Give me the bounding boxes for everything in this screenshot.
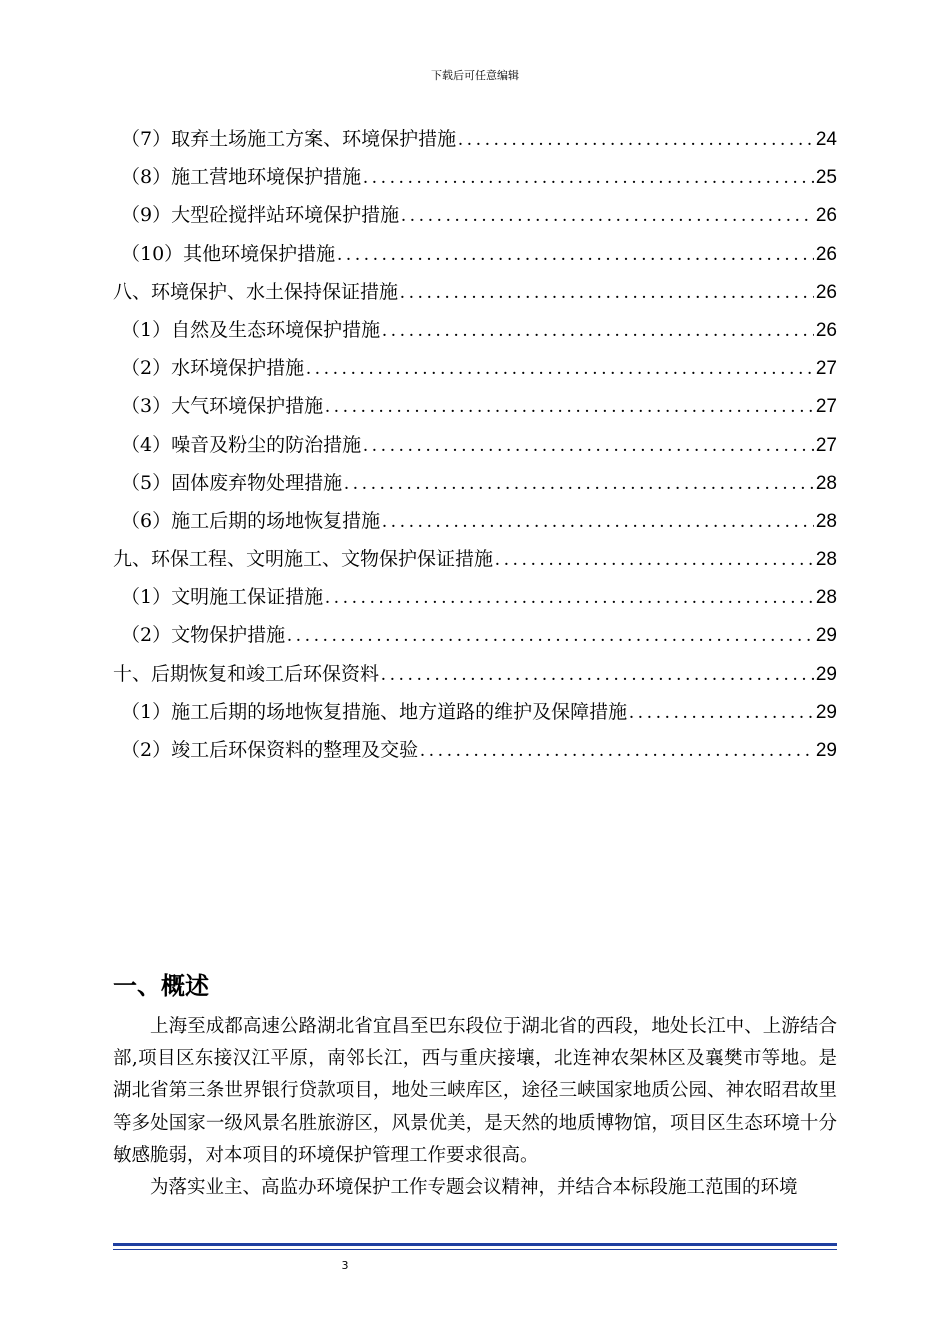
toc-entry-title: （10）其他环境保护措施 [121, 242, 336, 265]
toc-entry-title: （2）文物保护措施 [121, 624, 286, 647]
toc-entry-page: 28 [815, 587, 837, 609]
table-of-contents [113, 120, 837, 769]
toc-leader-dots [495, 541, 814, 579]
toc-entry[interactable] [113, 196, 837, 234]
toc-entry-title: 八、环境保护、水土保持保证措施 [113, 280, 399, 303]
toc-entry-page: 26 [815, 319, 837, 341]
toc-entry-title: （5）固体废弃物处理措施 [121, 471, 343, 494]
toc-entry[interactable] [113, 426, 837, 464]
toc-entry-title: 九、环保工程、文明施工、文物保护保证措施 [113, 548, 494, 571]
toc-entry-title: （2）竣工后环保资料的整理及交验 [121, 739, 419, 761]
toc-entry-title: （4）噪音及粉尘的防治措施 [121, 433, 362, 456]
toc-leader-dots [401, 197, 814, 235]
toc-leader-dots [325, 579, 814, 617]
toc-leader-dots [287, 617, 814, 655]
toc-entry-title: （8）施工营地环境保护措施 [121, 166, 362, 189]
toc-entry-page: 29 [815, 625, 837, 647]
toc-entry[interactable] [113, 502, 837, 540]
toc-entry-page: 27 [815, 396, 837, 418]
toc-leader-dots [363, 427, 814, 465]
toc-entry-page: 26 [815, 205, 837, 227]
toc-leader-dots [629, 694, 814, 732]
toc-entry[interactable] [113, 235, 837, 273]
toc-leader-dots [458, 121, 814, 159]
toc-leader-dots [337, 236, 814, 274]
toc-entry-page: 26 [815, 243, 837, 265]
toc-entry[interactable] [113, 158, 837, 196]
toc-entry-page: 29 [815, 740, 837, 761]
toc-entry[interactable] [113, 578, 837, 616]
toc-entry[interactable] [113, 693, 837, 731]
toc-entry-title: （6）施工后期的场地恢复措施 [121, 509, 381, 532]
toc-entry[interactable] [113, 349, 837, 387]
header-note: 下载后可任意编辑 [431, 69, 519, 82]
toc-entry[interactable] [113, 311, 837, 349]
toc-entry-page: 27 [815, 358, 837, 380]
toc-entry[interactable] [113, 387, 837, 425]
toc-leader-dots [400, 274, 814, 312]
toc-entry-page: 29 [815, 663, 837, 685]
toc-entry-chapter[interactable] [113, 273, 837, 311]
toc-leader-dots [306, 350, 814, 388]
toc-entry-title: （1）文明施工保证措施 [121, 586, 324, 609]
toc-entry-title: （3）大气环境保护措施 [121, 395, 324, 418]
toc-entry-title: （1）施工后期的场地恢复措施、地方道路的维护及保障措施 [121, 700, 628, 723]
toc-entry-title: （1）自然及生态环境保护措施 [121, 318, 381, 341]
toc-leader-dots [381, 656, 814, 694]
toc-leader-dots [363, 159, 814, 197]
toc-entry-chapter[interactable] [113, 540, 837, 578]
body-paragraph: 为落实业主、高监办环境保护工作专题会议精神，并结合本标段施工范围的环境 [150, 1177, 798, 1199]
toc-entry[interactable] [113, 464, 837, 502]
toc-entry-chapter[interactable] [113, 655, 837, 693]
footer-rule-thick [113, 1243, 837, 1246]
toc-entry[interactable] [113, 616, 837, 654]
toc-leader-dots [420, 732, 814, 770]
toc-entry-title: 十、后期恢复和竣工后环保资料 [113, 662, 380, 685]
toc-entry-title: （2）水环境保护措施 [121, 357, 305, 380]
body-paragraph: 上海至成都高速公路湖北省宜昌至巴东段位于湖北省的西段，地处长江中、上游结合部,项目区东接汉江平原，南邻长江，西与重庆接壤，北连神农架林区及襄樊市等地。是湖北省第三条世界银行贷款项目，地处三峡库区，途径三峡国家地质公园、神农昭君故里等多处国家一级风景名胜旅游区，风景优美，是天然的地质博物馆，项目区生态环境十分敏感脆弱，对本项目的环境保护管理工作要求很高。 [113, 1016, 837, 1166]
toc-entry-page: 26 [815, 281, 837, 303]
toc-leader-dots [382, 312, 814, 350]
toc-entry-page: 25 [815, 167, 837, 189]
toc-leader-dots [382, 503, 814, 541]
toc-leader-dots [325, 388, 814, 426]
toc-leader-dots [344, 465, 814, 503]
footer-rule-thin [113, 1249, 837, 1250]
toc-entry-page: 29 [815, 701, 837, 723]
section-body [113, 1011, 837, 1204]
toc-entry-page: 28 [815, 549, 837, 571]
toc-entry-page: 28 [815, 472, 837, 494]
toc-entry-title: （9）大型砼搅拌站环境保护措施 [121, 204, 400, 227]
page-number: 3 [341, 1259, 349, 1272]
toc-entry-page: 27 [815, 434, 837, 456]
toc-entry[interactable] [113, 731, 837, 769]
toc-entry-page: 28 [815, 510, 837, 532]
toc-entry-title: （7）取弃土场施工方案、环境保护措施 [121, 128, 457, 150]
toc-entry[interactable] [113, 120, 837, 158]
toc-entry-page: 24 [815, 129, 837, 150]
section-heading: 一、概述 [113, 972, 209, 1000]
